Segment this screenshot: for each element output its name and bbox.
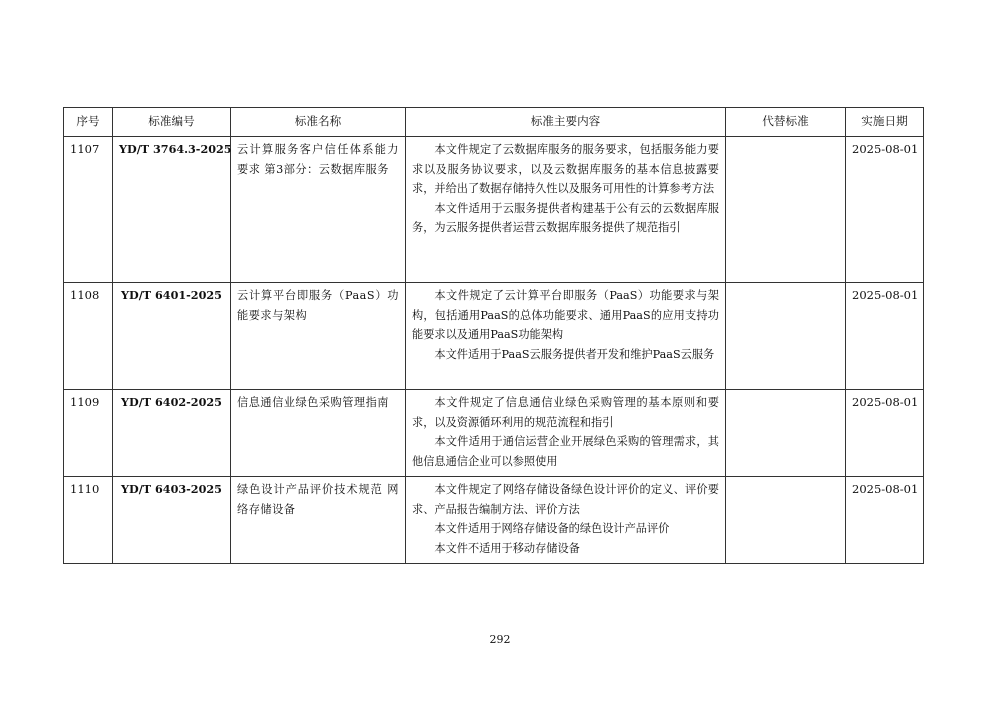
row-code: YD/T 6402-2025: [113, 390, 231, 477]
content-paragraph: 本文件适用于PaaS云服务提供者开发和维护PaaS云服务: [434, 347, 715, 361]
row-content: [406, 390, 726, 477]
header-no: 序号: [64, 108, 113, 137]
content-paragraph: 本文件规定了信息通信业绿色采购管理的基本原则和要求，以及资源循环利用的规范流程和指引: [412, 396, 719, 429]
row-code: YD/T 3764.3-2025: [113, 137, 231, 283]
page-number: 292: [489, 633, 511, 646]
content-paragraph: 本文件适用于云服务提供者构建基于公有云的云数据库服务，为云服务提供者运营云数据库服务提供了规范指引: [412, 201, 719, 234]
header-content: 标准主要内容: [406, 108, 726, 137]
row-name: 云计算平台即服务（PaaS）功能要求与架构: [231, 283, 406, 390]
row-date: 2025-08-01: [846, 477, 924, 564]
row-no: 1110: [64, 477, 113, 564]
table-row: [64, 283, 924, 390]
row-code: YD/T 6403-2025: [113, 477, 231, 564]
table-row: [64, 137, 924, 283]
standards-table: [63, 107, 924, 564]
row-date: 2025-08-01: [846, 137, 924, 283]
row-replaces: [726, 477, 846, 564]
content-paragraph: 本文件规定了云数据库服务的服务要求，包括服务能力要求以及服务协议要求，以及云数据库服务的基本信息披露要求，并给出了数据存储持久性以及服务可用性的计算参考方法: [412, 143, 719, 195]
row-replaces: [726, 137, 846, 283]
content-paragraph: 本文件规定了网络存储设备绿色设计评价的定义、评价要求、产品报告编制方法、评价方法: [412, 483, 719, 516]
content-paragraph: 本文件适用于通信运营企业开展绿色采购的管理需求，其他信息通信企业可以参照使用: [412, 435, 719, 468]
row-date: 2025-08-01: [846, 390, 924, 477]
row-content: [406, 283, 726, 390]
header-row: [64, 108, 924, 137]
row-name: 信息通信业绿色采购管理指南: [231, 390, 406, 477]
row-replaces: [726, 390, 846, 477]
content-paragraph: 本文件规定了云计算平台即服务（PaaS）功能要求与架构，包括通用PaaS的总体功能要求、通用PaaS的应用支持功能要求以及通用PaaS功能架构: [412, 289, 719, 341]
row-date: 2025-08-01: [846, 283, 924, 390]
row-name: 绿色设计产品评价技术规范 网络存储设备: [231, 477, 406, 564]
table-row: [64, 390, 924, 477]
row-replaces: [726, 283, 846, 390]
row-no: 1107: [64, 137, 113, 283]
row-name: 云计算服务客户信任体系能力要求 第3部分：云数据库服务: [231, 137, 406, 283]
content-paragraph: 本文件不适用于移动存储设备: [434, 541, 580, 555]
header-code: 标准编号: [113, 108, 231, 137]
header-replaces: 代替标准: [726, 108, 846, 137]
table-row: [64, 477, 924, 564]
row-code: YD/T 6401-2025: [113, 283, 231, 390]
row-content: [406, 137, 726, 283]
header-date: 实施日期: [846, 108, 924, 137]
content-paragraph: 本文件适用于网络存储设备的绿色设计产品评价: [434, 522, 670, 535]
row-no: 1108: [64, 283, 113, 390]
row-no: 1109: [64, 390, 113, 477]
row-content: [406, 477, 726, 564]
header-name: 标准名称: [231, 108, 406, 137]
